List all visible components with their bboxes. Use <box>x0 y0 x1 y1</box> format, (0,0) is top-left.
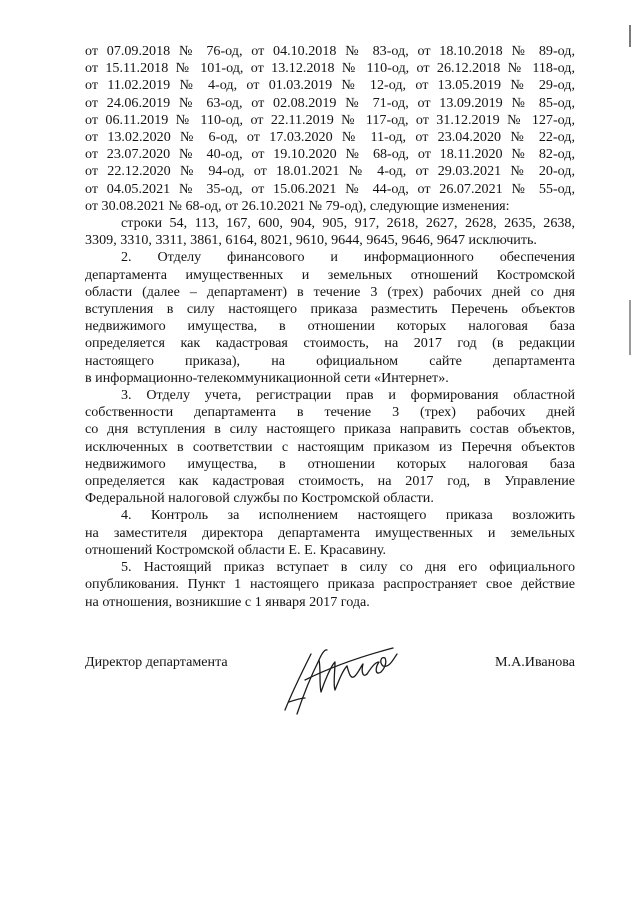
text-line: определяется как кадастровая стоимость, на 2017 год (в редакции <box>85 335 575 352</box>
text-line: области (далее – департамент) в течение 3 (трех) рабочих дней со дня <box>85 283 575 300</box>
text-line: недвижимого имущества, в отношении которых налоговая база <box>85 318 575 335</box>
text-line: со дня вступления в силу настоящего приказа направить состав объектов, <box>85 421 575 438</box>
text-line: от 15.11.2018 № 101-од, от 13.12.2018 № 110-од, от 26.12.2018 № 118-од, <box>85 60 575 77</box>
scan-edge-mark <box>629 25 631 47</box>
text-line: 3309, 3310, 3311, 3861, 6164, 8021, 9610, 9644, 9645, 9646, 9647 исключить. <box>85 232 537 249</box>
text-line: от 11.02.2019 № 4-од, от 01.03.2019 № 12-од, от 13.05.2019 № 29-од, <box>85 77 575 94</box>
text-line: 5. Настоящий приказ вступает в силу со дня его официального <box>121 559 575 576</box>
text-line: на отношения, возникшие с 1 января 2017 года. <box>85 593 370 610</box>
document-body <box>85 43 575 611</box>
text-line: 4. Контроль за исполнением настоящего приказа возложить <box>121 507 575 524</box>
signatory-position: Директор департамента <box>85 654 228 670</box>
text-line: от 24.06.2019 № 63-од, от 02.08.2019 № 71-од, от 13.09.2019 № 85-од, <box>85 94 575 111</box>
text-line: настоящего приказа), на официальном сайте департамента <box>85 352 575 369</box>
text-line: опубликования. Пункт 1 настоящего приказа распространяет свое действие <box>85 576 575 593</box>
text-line: строки 54, 113, 167, 600, 904, 905, 917, 2618, 2627, 2628, 2635, 2638, <box>121 215 575 232</box>
signature-block <box>85 652 575 732</box>
text-line: исключенных в соответствии с настоящим приказом из Перечня объектов <box>85 438 575 455</box>
text-line: определяется как кадастровая стоимость, на 2017 год, в Управление <box>85 473 575 490</box>
text-line: в информационно-телекоммуникационной сети «Интернет». <box>85 369 449 386</box>
text-line: на заместителя директора департамента имущественных и земельных <box>85 524 575 541</box>
text-line: отношений Костромской области Е. Е. Красавину. <box>85 541 387 558</box>
text-line: от 13.02.2020 № 6-од, от 17.03.2020 № 11-од, от 23.04.2020 № 22-од, <box>85 129 575 146</box>
text-line: от 07.09.2018 № 76-од, от 04.10.2018 № 83-од, от 18.10.2018 № 89-од, <box>85 43 575 59</box>
text-line: 2. Отделу финансового и информационного обеспечения <box>121 249 575 266</box>
text-line: Федеральной налоговой службы по Костромской области. <box>85 490 434 507</box>
text-line: департамента имущественных и земельных отношений Костромской <box>85 266 575 283</box>
text-line: вступления в силу настоящего приказа разместить Перечень объектов <box>85 301 575 318</box>
text-line: от 04.05.2021 № 35-од, от 15.06.2021 № 44-од, от 26.07.2021 № 55-од, <box>85 180 575 197</box>
signatory-name: М.А.Иванова <box>495 654 575 670</box>
scan-edge-mark <box>629 300 631 355</box>
text-line: недвижимого имущества, в отношении которых налоговая база <box>85 455 575 472</box>
text-line: от 23.07.2020 № 40-од, от 19.10.2020 № 68-од, от 18.11.2020 № 82-од, <box>85 146 575 163</box>
text-line: от 30.08.2021 № 68-од, от 26.10.2021 № 79-од), следующие изменения: <box>85 197 510 214</box>
text-line: от 22.12.2020 № 94-од, от 18.01.2021 № 4-од, от 29.03.2021 № 20-од, <box>85 163 575 180</box>
text-line: 3. Отделу учета, регистрации прав и формирования областной <box>121 387 575 404</box>
text-line: собственности департамента в течение 3 (трех) рабочих дней <box>85 404 575 421</box>
text-line: от 06.11.2019 № 110-од, от 22.11.2019 № 117-од, от 31.12.2019 № 127-од, <box>85 111 575 128</box>
handwritten-signature <box>275 640 405 718</box>
